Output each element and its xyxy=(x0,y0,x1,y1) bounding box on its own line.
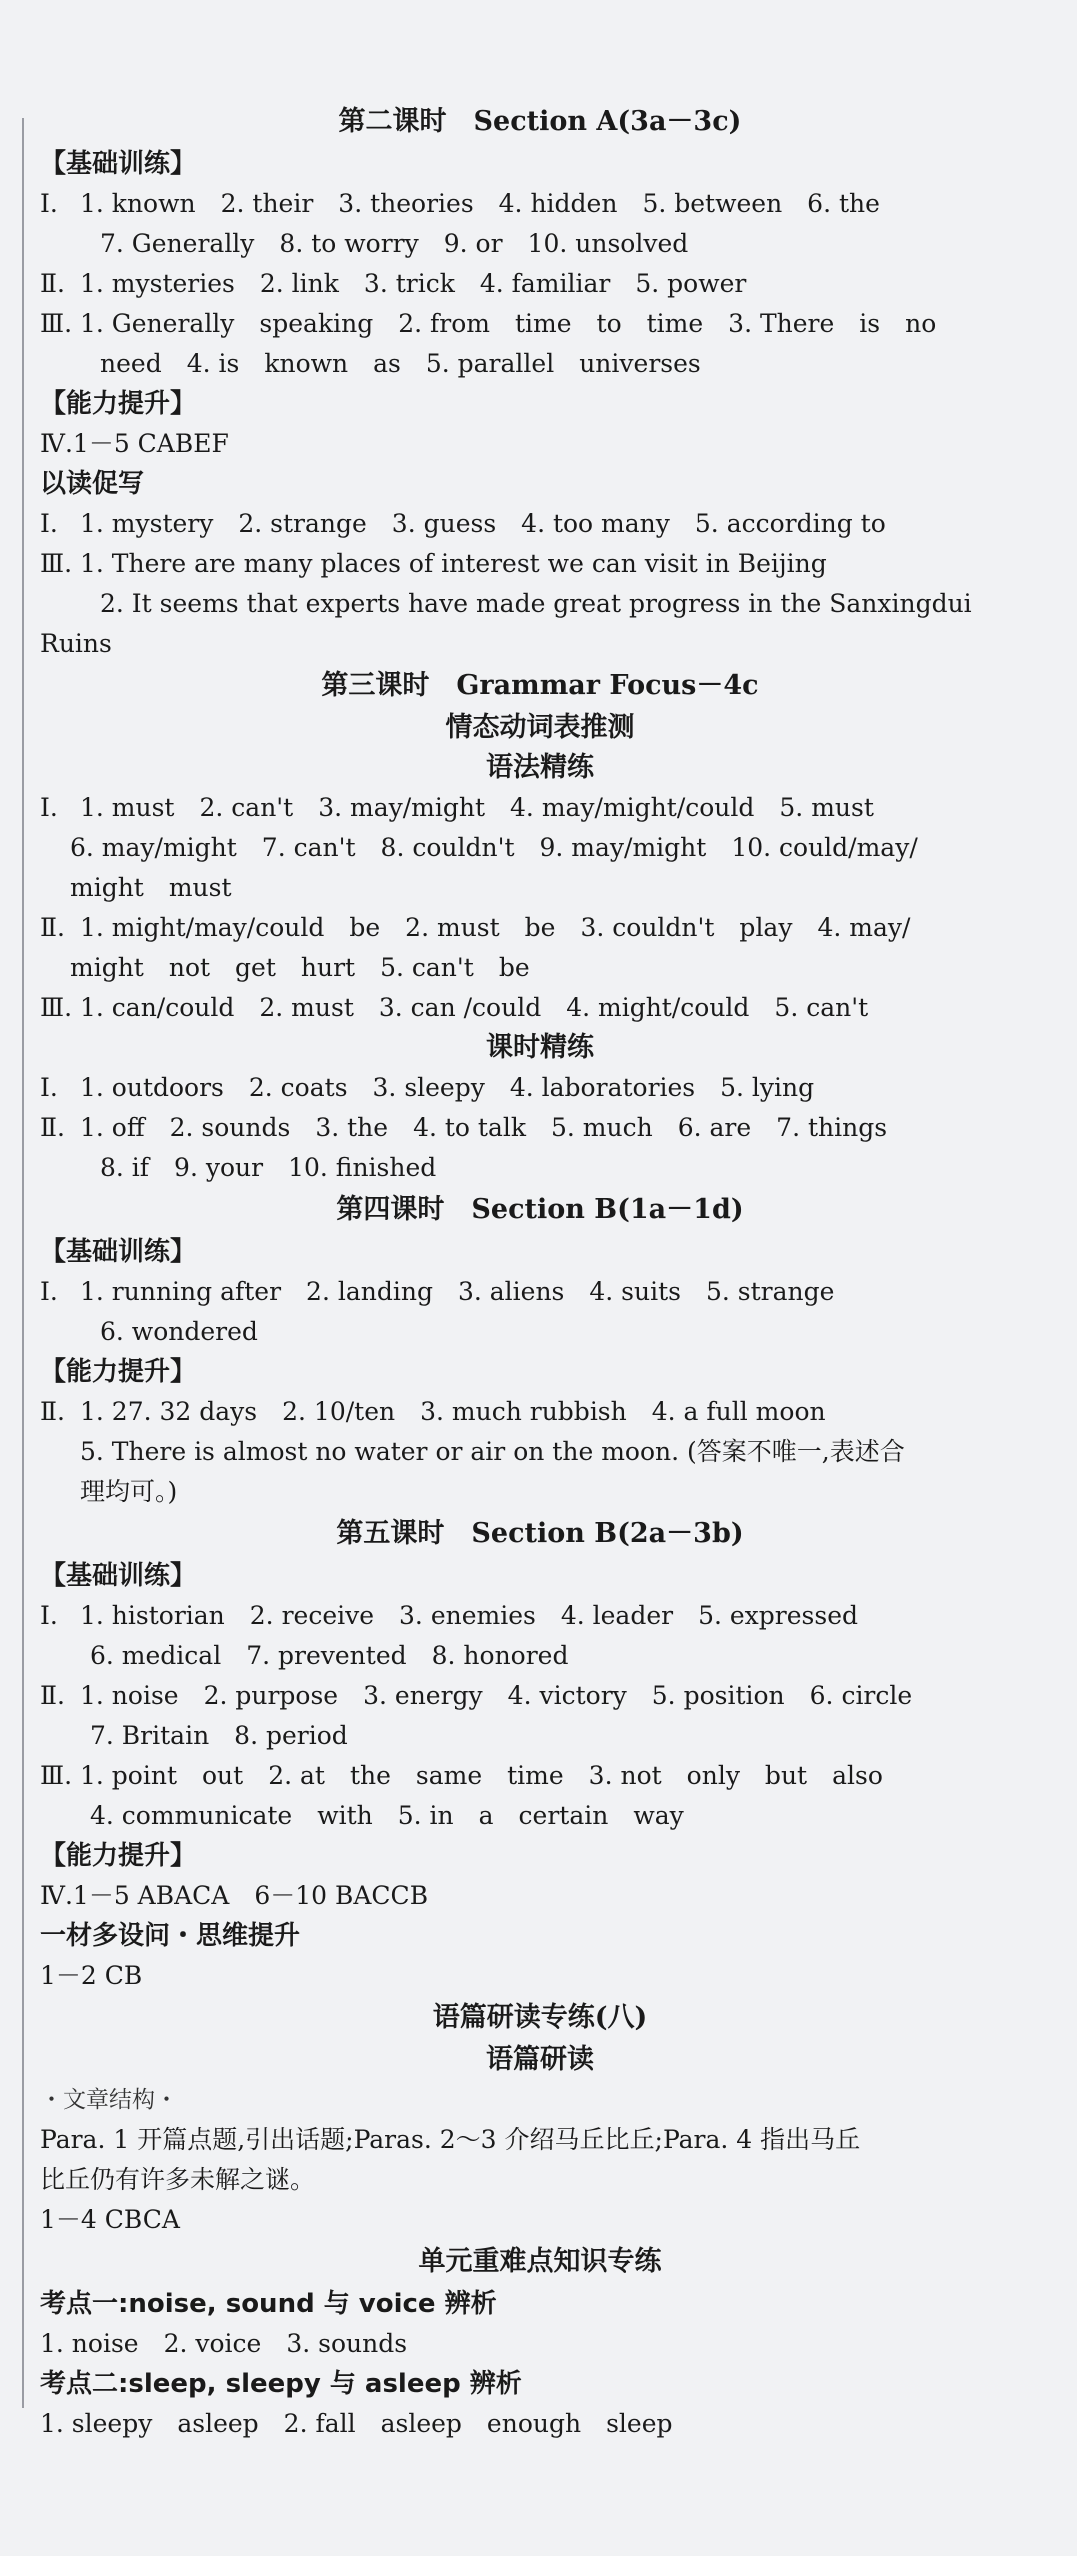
answer-text: 1. running after 2. landing 3. aliens 4. suits 5. strange xyxy=(80,1277,835,1306)
roman-label: Ⅱ. xyxy=(40,1681,65,1710)
answer-text: might not get hurt 5. can't be xyxy=(70,953,530,982)
answer-row xyxy=(40,1392,1040,1432)
lesson-title: 语篇研读专练(八) xyxy=(432,2002,648,2033)
roman-label: Ⅲ. xyxy=(40,309,73,338)
roman-label: Ⅱ. xyxy=(40,913,65,942)
key-point-header: 考点二:sleep, sleepy 与 asleep 辨析 xyxy=(40,2369,522,2399)
answer-row xyxy=(40,1108,1040,1148)
answer-row: Ⅳ.1－5 CABEF xyxy=(40,429,229,458)
answer-row xyxy=(40,1756,1040,1796)
answer-row xyxy=(40,828,1040,868)
answer-row xyxy=(40,788,1040,828)
roman-label: Ⅰ. xyxy=(40,793,58,822)
answer-text: 1. historian 2. receive 3. enemies 4. leader 5. expressed xyxy=(80,1601,858,1630)
answer-text: 8. if 9. your 10. finished xyxy=(100,1153,437,1182)
roman-label: Ⅱ. xyxy=(40,269,65,298)
lesson-title: 第五课时 Section B(2a－3b) xyxy=(336,1518,744,1549)
structure-label: ・文章结构・ xyxy=(40,2087,178,2113)
answer-text: 1. noise 2. purpose 3. energy 4. victory 5. position 6. circle xyxy=(80,1681,913,1710)
answer-text: 7. Generally 8. to worry 9. or 10. unsolved xyxy=(100,229,689,258)
answer-row xyxy=(40,1312,1040,1352)
answer-row xyxy=(40,1148,1040,1188)
answer-row xyxy=(40,908,1040,948)
answer-row: 1. noise 2. voice 3. sounds xyxy=(40,2329,408,2358)
roman-label: Ⅲ. xyxy=(40,549,73,578)
roman-label: Ⅰ. xyxy=(40,509,58,538)
answer-row xyxy=(40,224,1040,264)
answer-row xyxy=(40,344,1040,384)
margin-line xyxy=(22,118,24,2408)
section-header: 【基础训练】 xyxy=(40,149,197,179)
answer-text: 6. medical 7. prevented 8. honored xyxy=(90,1641,569,1670)
answer-text: 1. There are many places of interest we can visit in Beijing xyxy=(80,549,827,578)
section-header: 一材多设问・思维提升 xyxy=(40,1921,301,1951)
answer-row xyxy=(40,1068,1040,1108)
answer-row xyxy=(40,504,1040,544)
answer-row xyxy=(40,988,1040,1028)
section-header: 【基础训练】 xyxy=(40,1561,197,1591)
roman-label: Ⅲ. xyxy=(40,993,73,1022)
answer-row xyxy=(40,304,1040,344)
answer-text: 5. There is almost no water or air on the moon. (答案不唯一,表述合 xyxy=(80,1437,905,1466)
answer-text: 1. known 2. their 3. theories 4. hidden 5. between 6. the xyxy=(80,189,880,218)
answer-text: 1. point out 2. at the same time 3. not only but also xyxy=(80,1761,883,1790)
section-header: 【基础训练】 xyxy=(40,1237,197,1267)
answer-row xyxy=(40,948,1040,988)
answer-row xyxy=(40,1716,1040,1756)
answer-text: 7. Britain 8. period xyxy=(90,1721,348,1750)
answer-text: 2. It seems that experts have made great progress in the Sanxingdui xyxy=(100,589,972,618)
section-header: 以读促写 xyxy=(40,469,145,499)
roman-label: Ⅰ. xyxy=(40,1277,58,1306)
answer-row: Ⅳ.1－5 ABACA 6－10 BACCB xyxy=(40,1881,429,1910)
lesson-title: 第三课时 Grammar Focus－4c xyxy=(321,670,759,701)
answer-row: 1－2 CB xyxy=(40,1961,143,1990)
answer-row: Ruins xyxy=(40,629,112,658)
answer-text: 6. may/might 7. can't 8. couldn't 9. may/might 10. could/may/ xyxy=(70,833,918,862)
roman-label: Ⅰ. xyxy=(40,1601,58,1630)
answer-text: 1. mysteries 2. link 3. trick 4. familiar 5. power xyxy=(80,269,747,298)
answer-text: might must xyxy=(70,873,232,902)
roman-label: Ⅰ. xyxy=(40,1073,58,1102)
answer-text: 1. outdoors 2. coats 3. sleepy 4. laboratories 5. lying xyxy=(80,1073,815,1102)
lesson-title: 第二课时 Section A(3a－3c) xyxy=(338,106,742,137)
paragraph-line: 比丘仍有许多未解之谜。 xyxy=(40,2165,316,2194)
roman-label: Ⅰ. xyxy=(40,189,58,218)
roman-label: Ⅲ. xyxy=(40,1761,73,1790)
answer-row xyxy=(40,1676,1040,1716)
answer-page xyxy=(40,100,1040,2444)
answer-row xyxy=(40,184,1040,224)
subsection-title: 语法精练 xyxy=(486,752,594,783)
answer-text: 1. Generally speaking 2. from time to time 3. There is no xyxy=(80,309,937,338)
answer-row xyxy=(40,868,1040,908)
answer-text: 6. wondered xyxy=(100,1317,258,1346)
answer-text: need 4. is known as 5. parallel universes xyxy=(100,349,701,378)
answer-text: 1. can/could 2. must 3. can /could 4. might/could 5. can't xyxy=(80,993,869,1022)
answer-text: 1. off 2. sounds 3. the 4. to talk 5. much 6. are 7. things xyxy=(80,1113,888,1142)
section-header: 【能力提升】 xyxy=(40,389,197,419)
subsection-title: 语篇研读 xyxy=(486,2044,594,2075)
subsection-title: 课时精练 xyxy=(486,1032,594,1063)
answer-text: 1. mystery 2. strange 3. guess 4. too many 5. according to xyxy=(80,509,886,538)
answer-row xyxy=(40,1272,1040,1312)
answer-text: 4. communicate with 5. in a certain way xyxy=(90,1801,684,1830)
answer-row xyxy=(40,1472,1040,1512)
answer-row: 1. sleepy asleep 2. fall asleep enough sleep xyxy=(40,2409,673,2438)
answer-row xyxy=(40,584,1040,624)
answer-row xyxy=(40,1596,1040,1636)
lesson-title: 单元重难点知识专练 xyxy=(418,2246,662,2277)
roman-label: Ⅱ. xyxy=(40,1113,65,1142)
subsection-title: 情态动词表推测 xyxy=(445,712,635,743)
answer-row xyxy=(40,1796,1040,1836)
answer-text: 理均可。) xyxy=(80,1477,178,1506)
answer-row xyxy=(40,1432,1040,1472)
paragraph-line: Para. 1 开篇点题,引出话题;Paras. 2～3 介绍马丘比丘;Para. 4 指出马丘 xyxy=(40,2125,861,2154)
key-point-header: 考点一:noise, sound 与 voice 辨析 xyxy=(40,2289,497,2319)
answer-text: 1. might/may/could be 2. must be 3. couldn't play 4. may/ xyxy=(80,913,911,942)
answer-text: 1. must 2. can't 3. may/might 4. may/might/could 5. must xyxy=(80,793,874,822)
section-header: 【能力提升】 xyxy=(40,1357,197,1387)
answer-row: 1－4 CBCA xyxy=(40,2205,180,2234)
answer-text: 1. 27. 32 days 2. 10/ten 3. much rubbish 4. a full moon xyxy=(80,1397,826,1426)
lesson-title: 第四课时 Section B(1a－1d) xyxy=(336,1194,744,1225)
roman-label: Ⅱ. xyxy=(40,1397,65,1426)
answer-row xyxy=(40,544,1040,584)
answer-row xyxy=(40,1636,1040,1676)
section-header: 【能力提升】 xyxy=(40,1841,197,1871)
answer-row xyxy=(40,264,1040,304)
